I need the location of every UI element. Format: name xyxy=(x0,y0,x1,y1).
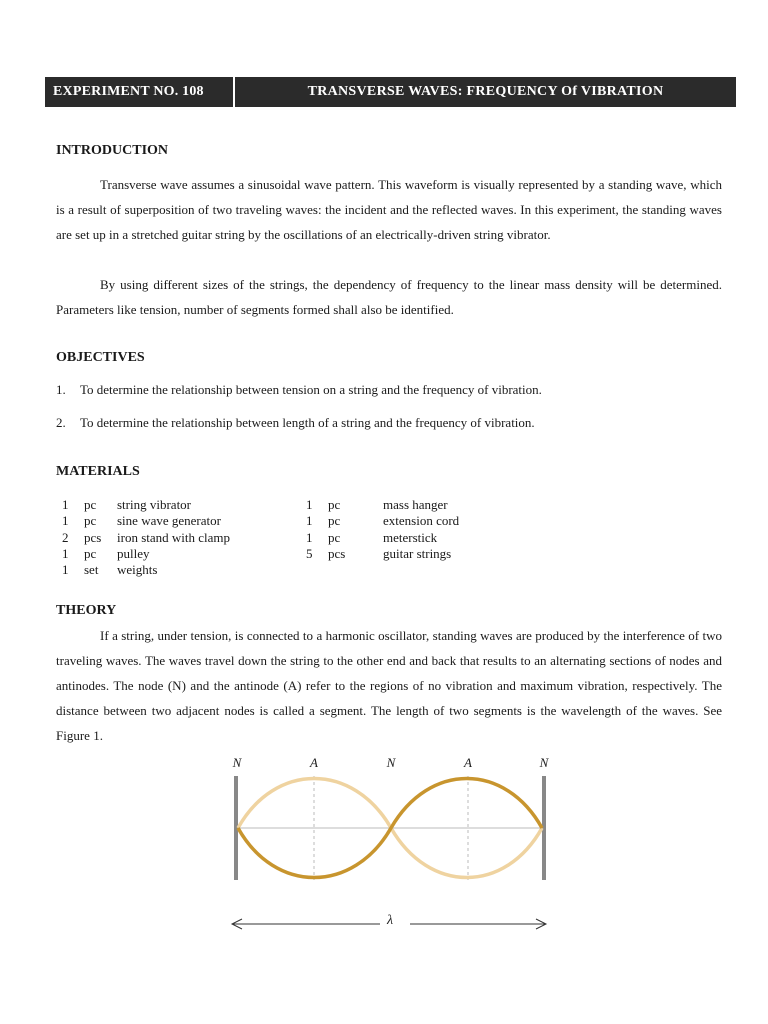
objective-item-1 xyxy=(56,382,542,398)
list-item: 1 pc extension cord xyxy=(306,513,460,529)
node-label: N xyxy=(232,755,242,770)
introduction-heading: INTRODUCTION xyxy=(56,143,169,158)
theory-paragraph: If a string, under tension, is connected to a harmonic oscillator, standing waves are produced by the interference of two traveling waves. The waves travel down the string to the other end and back that results to an alternating sections of nodes and antinodes. The node (N) and the antinode (A) refer to the regions of no vibration and maximum vibration, respectively. The distance between two adjacent nodes is called a segment. The length of two segments is the wavelength of the waves. See Figure 1. xyxy=(56,628,722,743)
materials-list-left xyxy=(62,497,230,578)
standing-wave-diagram xyxy=(220,752,560,942)
objective-number: 2. xyxy=(56,415,66,430)
node-label: N xyxy=(539,755,549,770)
introduction-paragraph-1: Transverse wave assumes a sinusoidal wave pattern. This waveform is visually represented by a standing wave, which is a result of superposition of two traveling waves: the incident and the reflected waves. In this experiment, the standing waves are set up in a stretched guitar string by the oscillations of an electrically-driven string vibrator. xyxy=(56,177,722,242)
materials-heading: MATERIALS xyxy=(56,464,140,479)
right-end-post xyxy=(542,776,546,880)
materials-list-right xyxy=(306,497,459,562)
list-item: 5 pcs guitar strings xyxy=(306,545,452,561)
antinode-label: A xyxy=(310,755,318,770)
antinode-label: A xyxy=(464,755,472,770)
list-item: 2 pcs iron stand with clamp xyxy=(62,529,231,545)
standing-wave-figure xyxy=(220,752,560,942)
experiment-title: TRANSVERSE WAVES: FREQUENCY Of VIBRATION xyxy=(307,84,664,99)
left-end-post xyxy=(234,776,238,880)
theory-heading: THEORY xyxy=(56,603,117,618)
list-item: 1 set weights xyxy=(62,562,158,578)
node-label: N xyxy=(386,755,396,770)
objective-text: To determine the relationship between length of a string and the frequency of vibration. xyxy=(80,415,535,430)
objective-item-2 xyxy=(56,415,535,431)
introduction-paragraph-2: By using different sizes of the strings, the dependency of frequency to the linear mass density will be determined. Parameters like tension, number of segments formed shall also be identified. xyxy=(56,277,722,317)
objective-number: 1. xyxy=(56,382,66,397)
list-item: 1 pc string vibrator xyxy=(62,497,192,512)
experiment-number: EXPERIMENT NO. 108 xyxy=(45,77,235,107)
objectives-heading: OBJECTIVES xyxy=(56,350,145,365)
list-item: 1 pc meterstick xyxy=(306,529,438,545)
experiment-header xyxy=(45,77,736,107)
wavelength-label: λ xyxy=(386,913,394,928)
objective-text: To determine the relationship between tension on a string and the frequency of vibration. xyxy=(80,382,542,397)
list-item: 1 pc sine wave generator xyxy=(62,513,221,529)
list-item: 1 pc pulley xyxy=(62,545,150,561)
list-item: 1 pc mass hanger xyxy=(306,497,448,512)
